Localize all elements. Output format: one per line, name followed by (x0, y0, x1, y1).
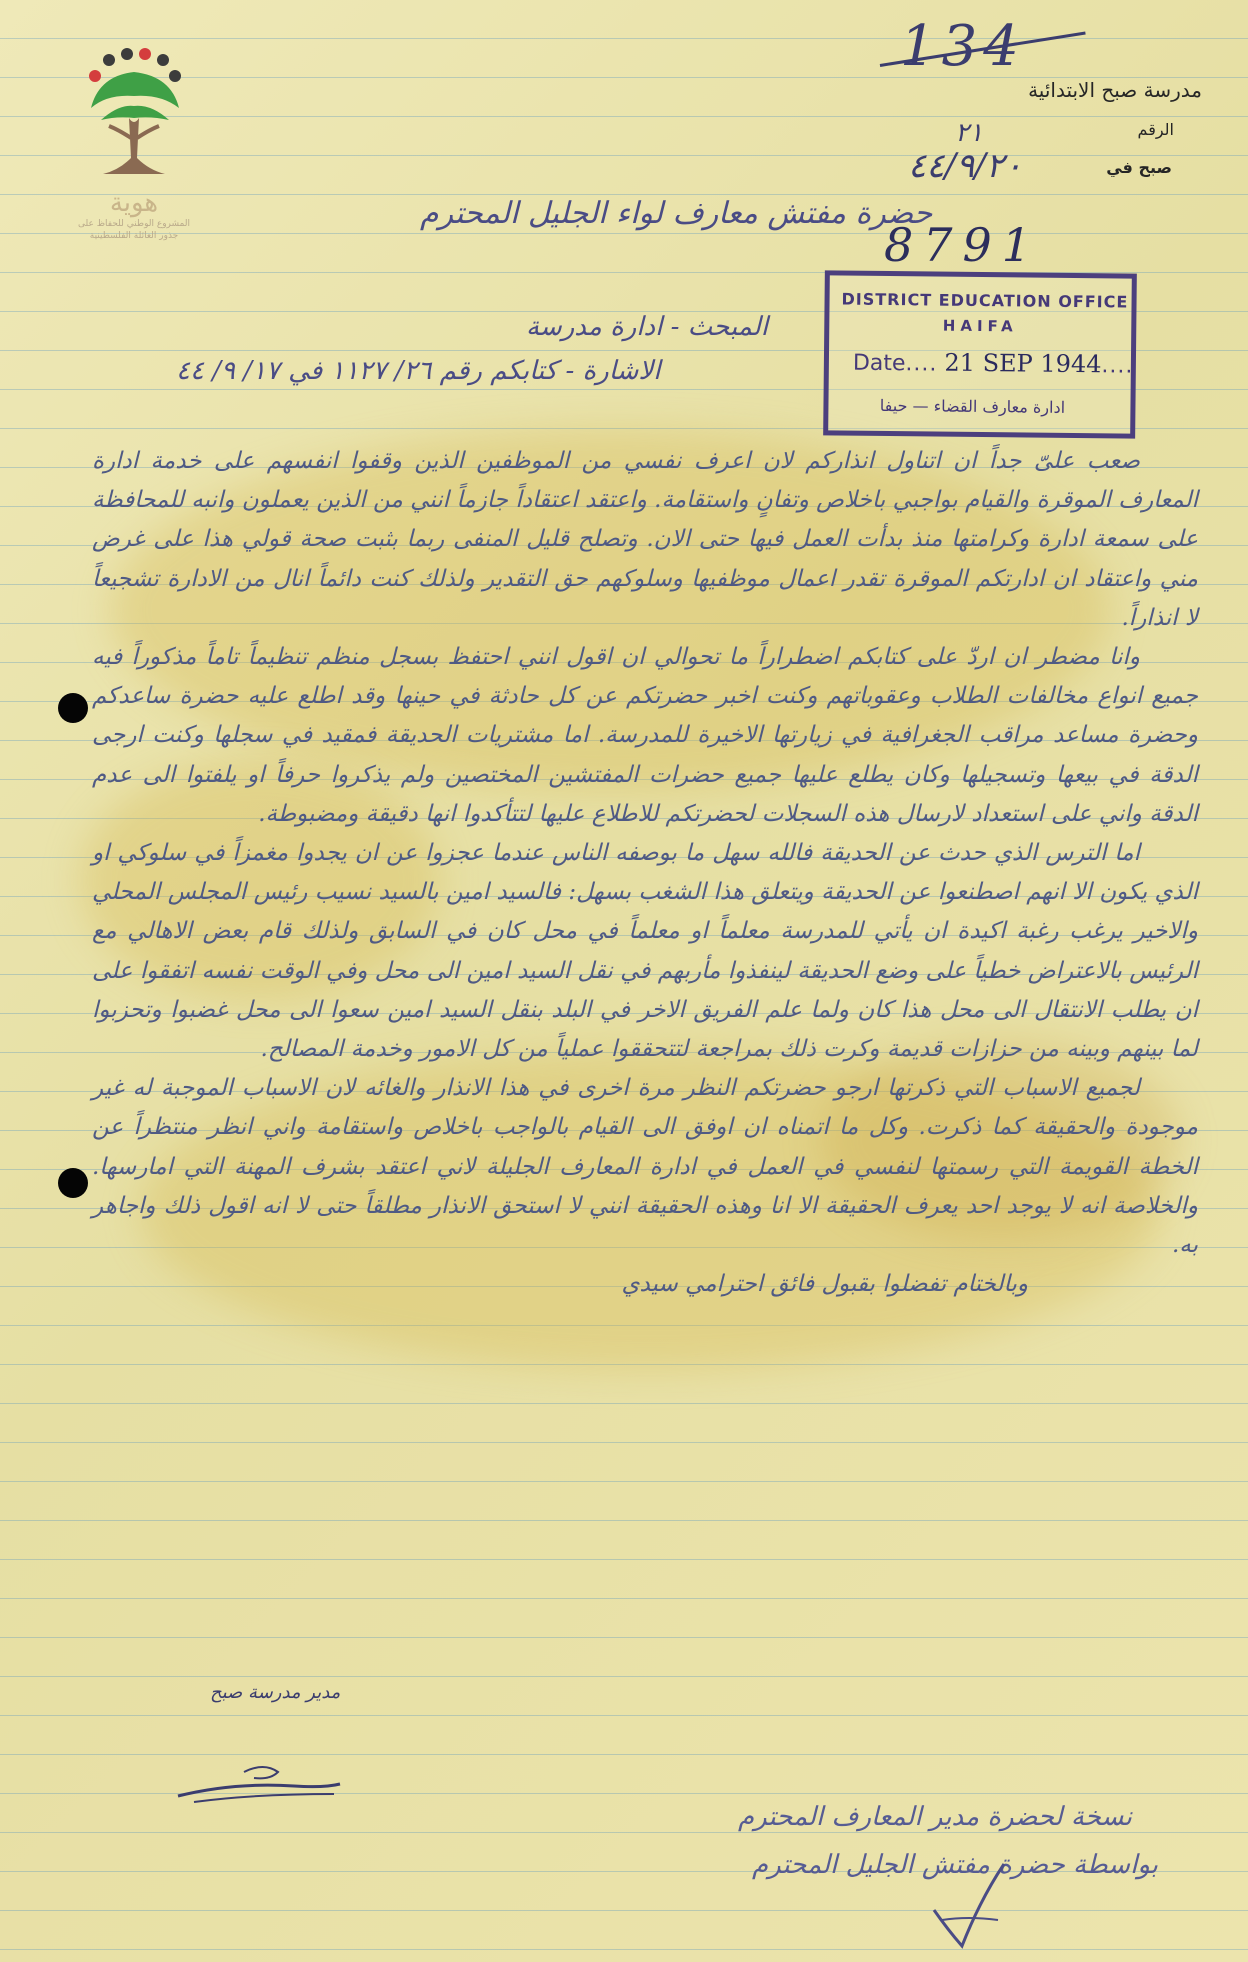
punch-hole (58, 1168, 88, 1198)
stamp-date-value: 21 SEP 1944 (944, 348, 1102, 379)
paragraph: وانا مضطر ان اردّ على كتابكم اضطراراً ما تحوالي ان اقول انني احتفظ بسجل منظم تنظيماً تاماً مذكوراً فيه جميع انواع مخالفات الطلاب وعقوباتهم وكنت اخبر حضرتكم عن كل حادثة في حينها وقد اطلع عليه حضرة ساعدكم وحضرة مساعد مراقب الجغرافية في زيارتها الاخيرة للمدرسة. اما مشتريات الحديقة فمقيد في سجلها وكنت ارجى الدقة في بيعها وتسجيلها وكان يطلع عليها جميع حضرات المفتشين المختصين ولم يذكروا حرفاً او يلفتوا الى عدم الدقة واني على استعداد لارسال هذه السجلات لحضرتكم للاطلاع عليها لتتأكدوا انها دقيقة ومضبوطة. (92, 644, 1198, 827)
ref-label: الرقم (1137, 120, 1174, 139)
punch-hole (58, 693, 88, 723)
subject-line: المبحث - ادارة مدرسة (526, 312, 768, 342)
file-number: 134 (900, 14, 1025, 79)
paragraph: اما الترس الذي حدث عن الحديقة فالله سهل ما بوصفه الناس عندما عجزوا عن ان يجدوا مغمزاً في سلوكي او الذي يكون الا انهم اصطنعوا عن الحديقة ويتعلق هذا الشغب بسهل: فالسيد امين بالسيد نسيب رئيس المجلس المحلي والاخير يرغب رغبة اكيدة ان يأتي للمدرسة معلماً او معلماً في محل كان في السابق ولذلك قام بعض الاهالي مع الرئيس بالاعتراض خطياً على وضع الحديقة لينفذوا مأربهم في نقل السيد امين الى محل وفي الوقت نفسه اتفقوا على ان يطلب الانتقال الى محل هذا كان ولما علم الفريق الاخر في البلد بنقل السيد امين سعوا الى محل غضبوا وتحزبوا لما بينهم وبينه من حزازات قديمة وكرت ذلك بمراجعة لتتحققوا عملياً من كل الامور وخدمة المصالح. (92, 840, 1198, 1063)
stamp-date-label: Date (852, 350, 906, 377)
letter-body (92, 442, 1198, 1304)
logo-subtitle-line1: المشروع الوطني للحفاظ على (77, 219, 190, 229)
logo-subtitle-line2: جذور العائلة الفلسطينية (89, 231, 179, 241)
signoff-note: مدير مدرسة صبح (210, 1682, 341, 1703)
tree-logo-icon (79, 46, 189, 186)
ref-value: ٢١ (955, 118, 983, 148)
closing-line: وبالختام تفضلوا بقبول فائق احترامي سيدي (621, 1271, 1028, 1298)
date-value: ٤٤/٩/٢٠ (908, 146, 1023, 186)
paragraph: لجميع الاسباب التي ذكرتها ارجو حضرتكم النظر مرة اخرى في هذا الانذار والغائه لان الاسباب الموجبة له غير موجودة والحقيقة كما ذكرت. وكل ما اتمناه ان اوفق الى القيام بالواجب باخلاص واستقامة واني انظر منتظراً عن الخطة القويمة التي رسمتها لنفسي في العمل في ادارة المعارف الجليلة لاني اعتقد بشرف المهنة التي امارسها. والخلاصة انه لا يوجد احد يعرف الحقيقة الا انا وهذه الحقيقة انني لا استحق الانذار مطلقاً حتى لا انه اقول ذلك واجاهر به. (92, 1075, 1198, 1259)
archive-logo (64, 46, 204, 286)
salutation: حضرة مفتش معارف لواء الجليل المحترم (420, 196, 933, 231)
district-office-stamp (823, 270, 1137, 438)
logo-name: هوية (109, 188, 159, 218)
paragraph: صعب علىّ جداً ان اتناول انذاركم لان اعرف نفسي من الموظفين الذين وقفوا انفسهم على خدمة ادارة المعارف الموقرة والقيام بواجبي باخلاص وتفانٍ واستقامة. واعتقد اعتقاداً جازماً انني من الذين يعملون وانبه للمحافظة على سمعة ادارة وكرامتها منذ بدأت العمل فيها حتى الان. وتصلح قليل المنفى ربما بثبت صحة قولي هذا على غرض مني واعتقاد ان ادارتكم الموقرة تقدر اعمال موظفيها وسلوكهم حق التقدير ولذلك كنت دائماً انال من الادارة تشجيعاً لا انذاراً. (92, 448, 1198, 631)
reference-line: الاشارة - كتابكم رقم ٢٦/ ١١٢٧ في ١٧/ ٩/ ٤٤ (176, 356, 661, 386)
school-name: مدرسة صبح الابتدائية (1028, 78, 1202, 102)
date-label: صبح في (1106, 158, 1172, 177)
addressee-line1: نسخة لحضرة مدير المعارف المحترم (738, 1802, 1132, 1832)
stamp-line2: HAIFA (942, 316, 1018, 336)
signature-icon (174, 1760, 344, 1804)
stamp-line1: DISTRICT EDUCATION OFFICE (841, 289, 1129, 312)
checkmark-icon (928, 1860, 1008, 1950)
registration-number: 8791 (884, 218, 1042, 272)
addressee-line2: بواسطة حضرة مفتش الجليل المحترم (752, 1850, 1158, 1880)
stamp-footer: ادارة معارف القضاء — حيفا (879, 395, 1066, 417)
stamp-date-row: Date.... 21 SEP 1944.... (852, 348, 1134, 379)
